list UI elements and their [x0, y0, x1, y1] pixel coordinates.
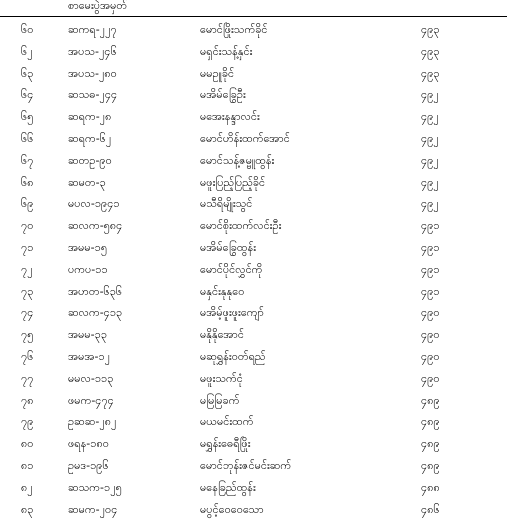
- student-name: မမြမြခက်: [200, 393, 240, 407]
- row-number: ၇၆: [21, 349, 34, 363]
- student-name: မောင်စိုးထက်လင်းဦး: [200, 219, 282, 233]
- roll-number: ဥဆဆ-၂၈၂: [68, 415, 117, 429]
- list-item: [0, 63, 507, 85]
- list-item: [0, 128, 507, 150]
- row-number: ၈၂: [21, 480, 33, 494]
- student-name: မယမင်းထက်: [200, 415, 254, 429]
- total-mark: ၄၉၂: [421, 175, 439, 189]
- student-name: မောင်ဘုန်းဇင်မင်းဆက်: [200, 458, 292, 472]
- roll-number: အမမ-၃၃: [68, 328, 108, 342]
- roll-number: ပကပ-၁၁: [68, 262, 108, 276]
- row-number: ၈၃: [21, 502, 34, 516]
- row-number: ၇၂: [21, 262, 33, 276]
- student-name: မအိမ့်ဖူးဖူးကျော်: [200, 306, 264, 320]
- total-mark: ၄၉၁: [421, 284, 440, 298]
- row-number: ၆၅: [21, 110, 34, 124]
- row-number: ၈၁: [21, 458, 34, 472]
- roll-number: အပသ-၂၈၀: [68, 66, 117, 80]
- total-mark: ၄၉၁: [421, 219, 440, 233]
- total-mark: ၄၉၀: [421, 328, 440, 342]
- row-number: ၆၉: [21, 197, 34, 211]
- list-item: [0, 302, 507, 324]
- column-header: စာမေးပွဲအမှတ်: [68, 0, 128, 12]
- total-mark: ၄၉၃: [421, 23, 440, 36]
- total-mark: ၄၈၉: [421, 458, 440, 472]
- total-mark: ၄၉၂: [421, 88, 439, 102]
- row-number: ၆၃: [21, 66, 34, 80]
- list-item: [0, 477, 507, 499]
- student-name: မအေးနန္ဒာလင်း: [200, 110, 260, 124]
- student-name: မောင်သန့်ဇမ္ဗူထွန်း: [200, 153, 275, 167]
- student-name: မောင်ပိုင်လွှင်ကို: [200, 262, 263, 276]
- roll-number: မမလ-၁၁၃: [68, 371, 114, 385]
- total-mark: ၄၉၂: [421, 153, 439, 167]
- roll-number: ဖရန-၁၈၀: [68, 437, 109, 451]
- row-number: ၇၈: [21, 393, 34, 407]
- row-number: ၆၆: [21, 131, 34, 145]
- student-name: မအိမ်ခြွေထွန်း: [200, 240, 257, 254]
- roll-number: ဆလက-၄၁၃: [68, 306, 123, 320]
- list-item: [0, 193, 507, 215]
- row-number: ၇၀: [21, 219, 34, 233]
- total-mark: ၄၉၀: [421, 306, 440, 320]
- list-item: [0, 41, 507, 63]
- row-number: ၇၉: [21, 415, 34, 429]
- total-mark: ၄၉၃: [421, 44, 440, 58]
- row-number: ၇၃: [21, 284, 34, 298]
- roll-number: အမအ-၁၂: [68, 349, 111, 363]
- total-mark: ၄၈၉: [421, 393, 440, 407]
- total-mark: ၄၈၆: [421, 502, 440, 516]
- student-name: မသီရိမျိုးသွင်: [200, 197, 253, 211]
- row-number: ၈၀: [21, 437, 34, 451]
- list-item: [0, 172, 507, 194]
- header-rule: [0, 0, 507, 17]
- roll-number: ဆကရ-၂၂၇: [68, 23, 117, 36]
- student-name: မပွင့်ဝေဝေသော: [200, 502, 264, 516]
- roll-number: ဆသဓ-၂၄၄: [68, 88, 118, 102]
- list-item: [0, 324, 507, 346]
- total-mark: ၄၉၁: [421, 262, 440, 276]
- total-mark: ၄၈၈: [421, 480, 440, 494]
- student-name: မဆုရွှန်းဝတ်ရည်: [200, 349, 266, 363]
- total-mark: ၄၈၉: [421, 415, 440, 429]
- roll-number: ဆလက-၅၈၄: [68, 219, 123, 233]
- total-mark: ၄၈၉: [421, 437, 440, 451]
- student-name: မောင်ဖြိုးသက်ခိုင်: [200, 23, 268, 36]
- row-number: ၆၈: [21, 175, 34, 189]
- list-item: [0, 84, 507, 106]
- roll-number: ဆသက-၁၂၅: [68, 480, 122, 494]
- roll-number: ဆတဥ-၉၀: [68, 153, 112, 167]
- total-mark: ၄၉၀: [421, 371, 440, 385]
- student-name: မဖူးသက်ငုံ: [200, 371, 243, 385]
- list-item: [0, 215, 507, 237]
- list-item: [0, 281, 507, 303]
- student-name: မနိုနိုအောင်: [200, 328, 244, 342]
- roll-number: ဆရက-၆၂: [68, 131, 112, 145]
- roll-number: အမမ-၁၅: [68, 240, 108, 254]
- total-mark: ၄၉၂: [421, 110, 439, 124]
- row-number: ၆၂: [21, 44, 33, 58]
- row-number: ၇၁: [21, 240, 34, 254]
- total-mark: ၄၉၂: [421, 131, 439, 145]
- list-item: [0, 346, 507, 368]
- row-number: ၇၄: [21, 306, 34, 320]
- row-number: ၆၀: [21, 23, 34, 36]
- list-item: [0, 150, 507, 172]
- row-number: ၆၇: [21, 153, 34, 167]
- row-number: ၆၄: [21, 88, 34, 102]
- roll-number: ဥမဒ-၁၉၆: [68, 458, 109, 472]
- list-item: [0, 237, 507, 259]
- list-item: [0, 390, 507, 412]
- total-mark: ၄၉၂: [421, 197, 439, 211]
- student-name: မမဥူခိုင်: [200, 66, 235, 80]
- roll-number: ဆရက-၂၈: [68, 110, 112, 124]
- student-name: မောင်ဟိန်းထက်အောင်: [200, 131, 290, 145]
- student-name: မအိမ်ခြွေဦး: [200, 88, 246, 102]
- list-item: [0, 455, 507, 477]
- roll-number: အပသ-၂၄၆: [68, 44, 117, 58]
- list-item: [0, 499, 507, 520]
- roll-number: ဆမတ-၃: [68, 175, 106, 189]
- list-item: [0, 368, 507, 390]
- list-item: [0, 411, 507, 433]
- roll-number: ဆမက-၂၀၄: [68, 502, 118, 516]
- result-list: [0, 19, 507, 520]
- roll-number: အဟတ-၆၃၆: [68, 284, 123, 298]
- roll-number: မပလ-၁၉၄၁: [68, 197, 120, 211]
- student-name: မရှင်းသန့်နှင်း: [200, 44, 253, 58]
- student-name: မနေခြည်ထွန်း: [200, 480, 256, 494]
- total-mark: ၄၉၀: [421, 349, 440, 363]
- total-mark: ၄၉၁: [421, 240, 440, 254]
- row-number: ၇၇: [21, 371, 34, 385]
- list-item: [0, 433, 507, 455]
- total-mark: ၄၉၃: [421, 66, 440, 80]
- student-name: မရွှန်းဓေရီဖြိုး: [200, 437, 251, 451]
- list-item: [0, 106, 507, 128]
- student-name: မနှင်းနုနုဝေ: [200, 284, 245, 298]
- row-number: ၇၅: [21, 328, 34, 342]
- student-name: မဖူးပြည့်ပြည့်ခိုင်: [200, 175, 266, 189]
- list-item: [0, 19, 507, 41]
- list-item: [0, 259, 507, 281]
- roll-number: ဖမက-၄၇၄: [68, 393, 114, 407]
